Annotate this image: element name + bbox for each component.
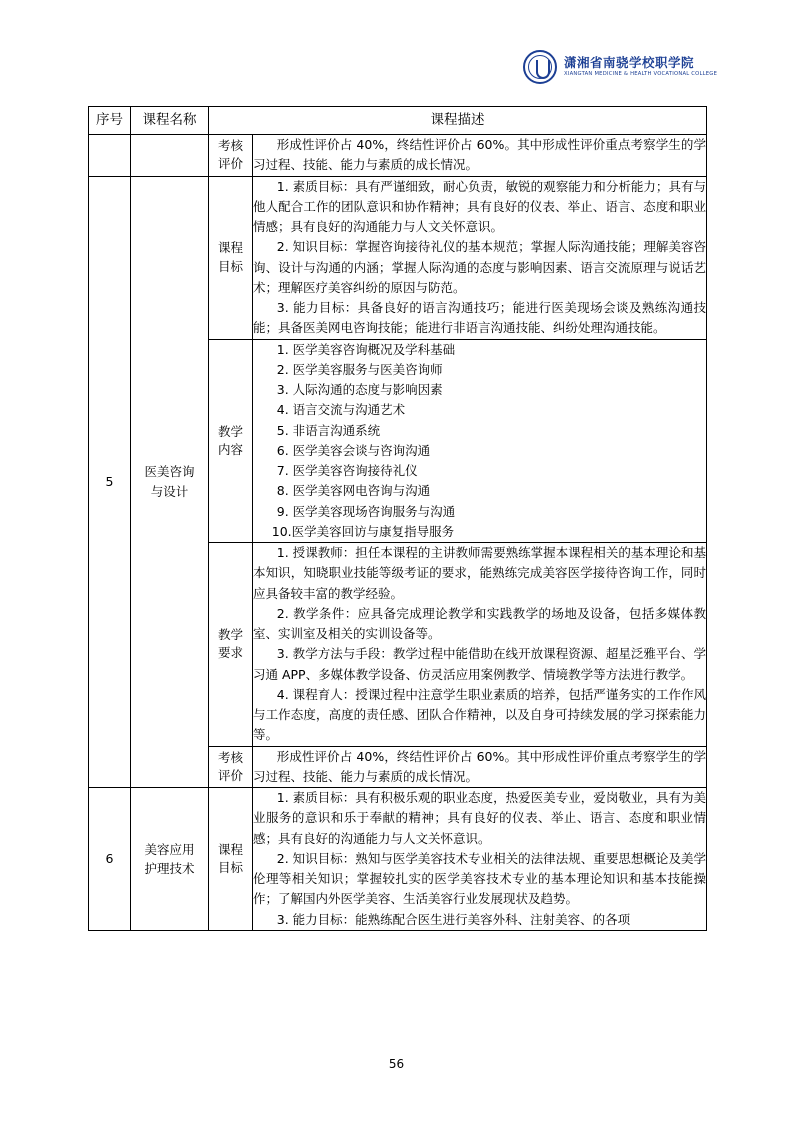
header-description: 课程描述 xyxy=(209,107,707,135)
course-description-table xyxy=(88,106,707,931)
section-label: 课程 目标 xyxy=(209,176,253,339)
college-logo xyxy=(523,46,718,88)
section-content: 1. 素质目标：具有积极乐观的职业态度，热爱医美专业，爱岗敬业，具有为美业服务的意识和乐于奉献的精神；具有良好的仪表、举止、语言、态度和职业情感；具有良好的沟通能力与人文关怀意识。 2. 知识目标：熟知与医学美容技术专业相关的法律法规、重要思想概论及美学伦理等相关知识；掌握较扎实的医学美容技术专业的基本理论知识和基本技能操作；了解国内外医学美容、生活美容行业发展现状及趋势。 3. 能力目标：能熟练配合医生进行美容外科、注射美容、的各项 xyxy=(253,788,707,931)
section-content: 1. 素质目标：具有严谨细致，耐心负责，敏锐的观察能力和分析能力；具有与他人配合工作的团队意识和协作精神；具有良好的仪表、举止、语言、态度和职业情感；具有良好的沟通能力与人文关怀意识。 2. 知识目标：掌握咨询接待礼仪的基本规范；掌握人际沟通技能；理解美容咨询、设计与沟通的内涵；掌握人际沟通的态度与影响因素、语言交流原理与说话艺术；理解医疗美容纠纷的原因与防范。 3. 能力目标：具备良好的语言沟通技巧；能进行医美现场会谈及熟练沟通技能；具备医美网电咨询技能；能进行非语言沟通技能、纠纷处理沟通技能。 xyxy=(253,176,707,339)
college-seal-icon xyxy=(523,50,557,84)
row-index: 5 xyxy=(89,176,131,788)
section-label: 教学 内容 xyxy=(209,339,253,543)
page-number: 56 xyxy=(388,1057,405,1071)
college-logo-text xyxy=(564,56,717,78)
section-label: 教学 要求 xyxy=(209,543,253,747)
header-course-name: 课程名称 xyxy=(131,107,209,135)
table-row xyxy=(89,135,707,177)
row-index: 6 xyxy=(89,788,131,931)
row-course-name: 医美咨询 与设计 xyxy=(131,176,209,788)
section-content: 形成性评价占 40%，终结性评价占 60%。其中形成性评价重点考察学生的学习过程、技能、能力与素质的成长情况。 xyxy=(253,746,707,788)
table-header-row xyxy=(89,107,707,135)
college-name-en: XIANGTAN MEDICINE & HEALTH VOCATIONAL COLLEGE xyxy=(564,71,718,78)
header-index: 序号 xyxy=(89,107,131,135)
section-content: 1. 授课教师：担任本课程的主讲教师需要熟练掌握本课程相关的基本理论和基本知识，知晓职业技能等级考证的要求，能熟练完成美容医学接待咨询工作，同时应具备较丰富的教学经验。 2. 教学条件：应具备完成理论教学和实践教学的场地及设备，包括多媒体教室、实训室及相关的实训设备等。 3. 教学方法与手段：教学过程中能借助在线开放课程资源、超星泛雅平台、学习通 APP、多媒体教学设备、仿灵活应用案例教学、情境教学等方法进行教学。 4. 课程育人：授课过程中注意学生职业素质的培养，包括严谨务实的工作作风与工作态度，高度的责任感、团队合作精神，以及自身可持续发展的学习探索能力等。 xyxy=(253,543,707,747)
section-content: 1. 医学美容咨询概况及学科基础 2. 医学美容服务与医美咨询师 3. 人际沟通的态度与影响因素 4. 语言交流与沟通艺术 5. 非语言沟通系统 6. 医学美容会谈与咨询沟通 7. 医学美容咨询接待礼仪 8. 医学美容网电咨询与沟通 9. 医学美容现场咨询服务与沟通 10.医学美容回访与康复指导服务 xyxy=(253,339,707,543)
row-course-name: 美容应用 护理技术 xyxy=(131,788,209,931)
row-course-name xyxy=(131,135,209,177)
table-row xyxy=(89,788,707,931)
section-label: 课程 目标 xyxy=(209,788,253,931)
course-table-container xyxy=(88,106,706,931)
section-label: 考核 评价 xyxy=(209,135,253,177)
row-index xyxy=(89,135,131,177)
college-name-cn: 潇湘省南骁学校职学院 xyxy=(564,54,695,70)
section-content: 形成性评价占 40%，终结性评价占 60%。其中形成性评价重点考察学生的学习过程、技能、能力与素质的成长情况。 xyxy=(253,135,707,177)
section-label: 考核 评价 xyxy=(209,746,253,788)
table-row xyxy=(89,176,707,339)
